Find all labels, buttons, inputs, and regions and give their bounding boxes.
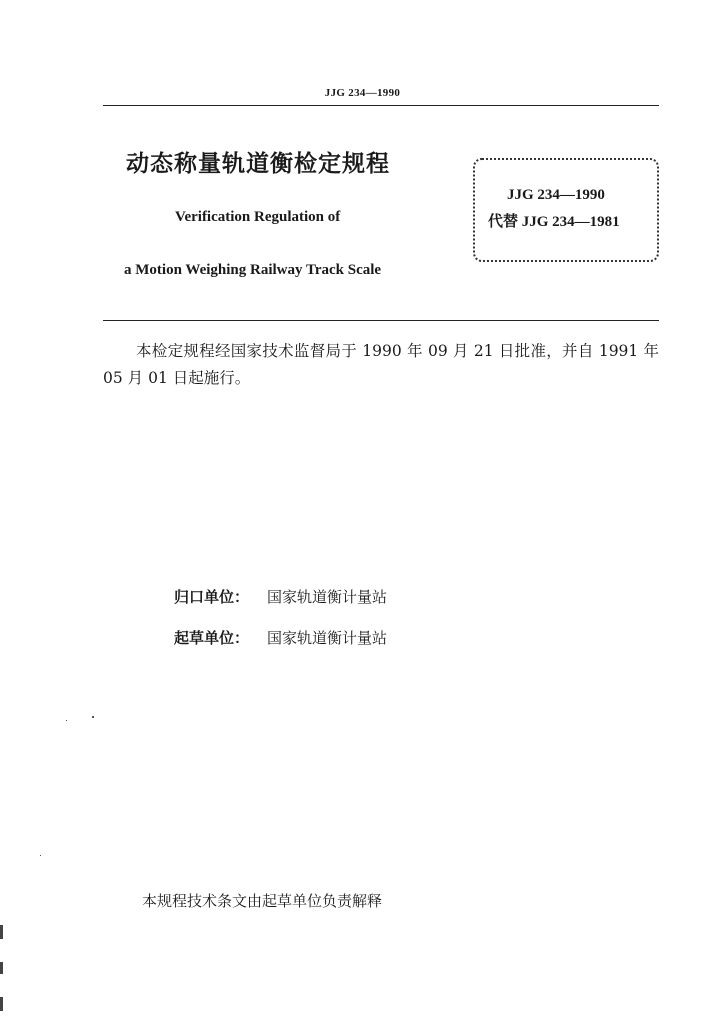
responsible-organization-value: 国家轨道衡计量站 [267, 588, 388, 606]
scan-edge-mark [0, 962, 3, 974]
drafting-organization-row [174, 627, 387, 648]
scan-edge-mark [0, 997, 3, 1011]
middle-divider [103, 320, 659, 321]
approval-paragraph: 本检定规程经国家技术监督局于 1990 年 09 月 21 日批准，并自 1991 年 05 月 01 日起施行。 [103, 342, 659, 387]
scan-speck [66, 720, 67, 721]
title-english-line-1: Verification Regulation of [175, 209, 341, 225]
drafting-organization-value: 国家轨道衡计量站 [267, 629, 388, 647]
scan-edge-mark [0, 925, 3, 939]
responsible-organization-label: 归口单位： [174, 588, 250, 606]
responsible-organization-row [174, 586, 387, 607]
scan-speck [92, 716, 94, 718]
top-divider [103, 105, 659, 106]
scan-speck [40, 855, 41, 856]
interpretation-note: 本规程技术条文由起草单位负责解释 [142, 892, 383, 910]
drafting-organization-label: 起草单位： [174, 629, 250, 647]
replaced-standard-code: 代替 JJG 234—1981 [488, 214, 620, 230]
title-english-line-2: a Motion Weighing Railway Track Scale [124, 262, 382, 278]
title-chinese: 动态称量轨道衡检定规程 [126, 151, 390, 177]
standard-code: JJG 234—1990 [507, 187, 605, 203]
header-standard-code: JJG 234—1990 [324, 87, 401, 99]
